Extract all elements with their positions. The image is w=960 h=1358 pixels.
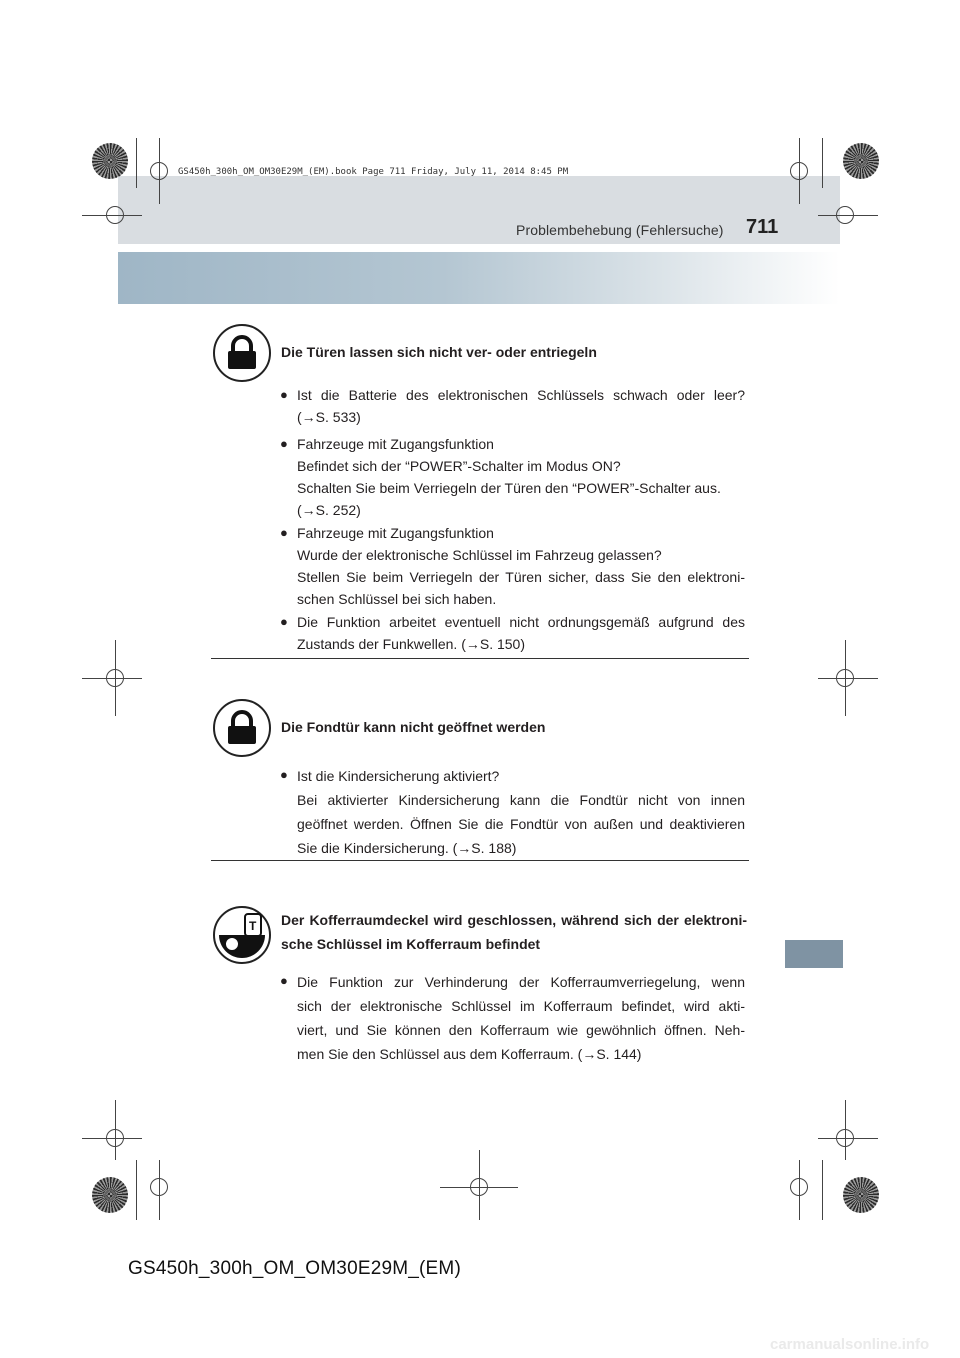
book-info-line: GS450h_300h_OM_OM30E29M_(EM).book Page 711 Friday, July 11, 2014 8:45 PM [178, 167, 569, 177]
registration-target-icon [92, 1177, 128, 1213]
list-item: Die Funktion arbeitet eventuell nicht ordnungsgemäß aufgrund des Zustands der Funkwellen. (→S. 150) [297, 614, 745, 652]
list-item: Die Funktion zur Verhinderung der Kofferraumverriegelung, wenn sich der elektronische Schlüssel im Kofferraum befindet, wird akti- viert, und Sie können den Kofferraum wie gewöhnlich öffnen. Neh- men Sie den Schlüssel aus dem Kofferraum. (→S. 144) [297, 974, 745, 1062]
lock-icon [213, 324, 271, 382]
registration-target-icon [843, 1177, 879, 1213]
bullet-icon: ● [280, 387, 288, 402]
registration-target-icon [843, 143, 879, 179]
bullet-icon: ● [280, 973, 288, 988]
svg-text:T: T [249, 919, 257, 933]
trunk-key-icon-graphic [215, 908, 269, 962]
lock-icon-graphic [215, 701, 269, 755]
list-item: Ist die Batterie des elektronischen Schlüssels schwach oder leer? (→S. 533) [297, 387, 745, 425]
section-heading: Die Fondtür kann nicht geöffnet werden [281, 719, 546, 735]
bullet-icon: ● [280, 525, 288, 540]
section-heading: Die Türen lassen sich nicht ver- oder entriegeln [281, 344, 597, 360]
lock-icon [213, 699, 271, 757]
bullet-icon: ● [280, 767, 288, 782]
watermark: carmanualsonline.info [770, 1336, 930, 1353]
lock-icon-graphic [215, 326, 269, 380]
section-title: Problembehebung (Fehlersuche) [516, 222, 724, 238]
list-item: Fahrzeuge mit Zugangsfunktion Befindet sich der “POWER”-Schalter im Modus ON? Schalten Sie beim Verriegeln der Türen den “POWER”-Schalter aus. (→S. 252) [297, 436, 721, 518]
manual-code: GS450h_300h_OM_OM30E29M_(EM) [128, 1258, 461, 1279]
list-item: Ist die Kindersicherung aktiviert? Bei aktivierter Kindersicherung kann die Fondtür nicht von innen geöffnet werden. Öffnen Sie die Fondtür von außen und deaktivieren Sie die Kindersicherung. (→S. 188) [297, 768, 745, 856]
header-gradient-bar [118, 252, 840, 304]
page-number: 711 [746, 216, 779, 238]
section-divider [211, 658, 749, 659]
section-heading: Der Kofferraumdeckel wird geschlossen, während sich der elektroni- sche Schlüssel im Kofferraum befindet [281, 912, 747, 952]
list-item: Fahrzeuge mit Zugangsfunktion Wurde der elektronische Schlüssel im Fahrzeug gelassen? Stellen Sie beim Verriegeln der Türen sicher, dass Sie den elektroni- schen Schlüssel bei sich haben. [297, 525, 745, 607]
bullet-icon: ● [280, 614, 288, 629]
trunk-key-icon [213, 906, 271, 964]
bullet-icon: ● [280, 436, 288, 451]
header-band [118, 176, 840, 244]
section-divider [211, 860, 749, 861]
registration-target-icon [92, 143, 128, 179]
chapter-side-tab [785, 940, 843, 968]
